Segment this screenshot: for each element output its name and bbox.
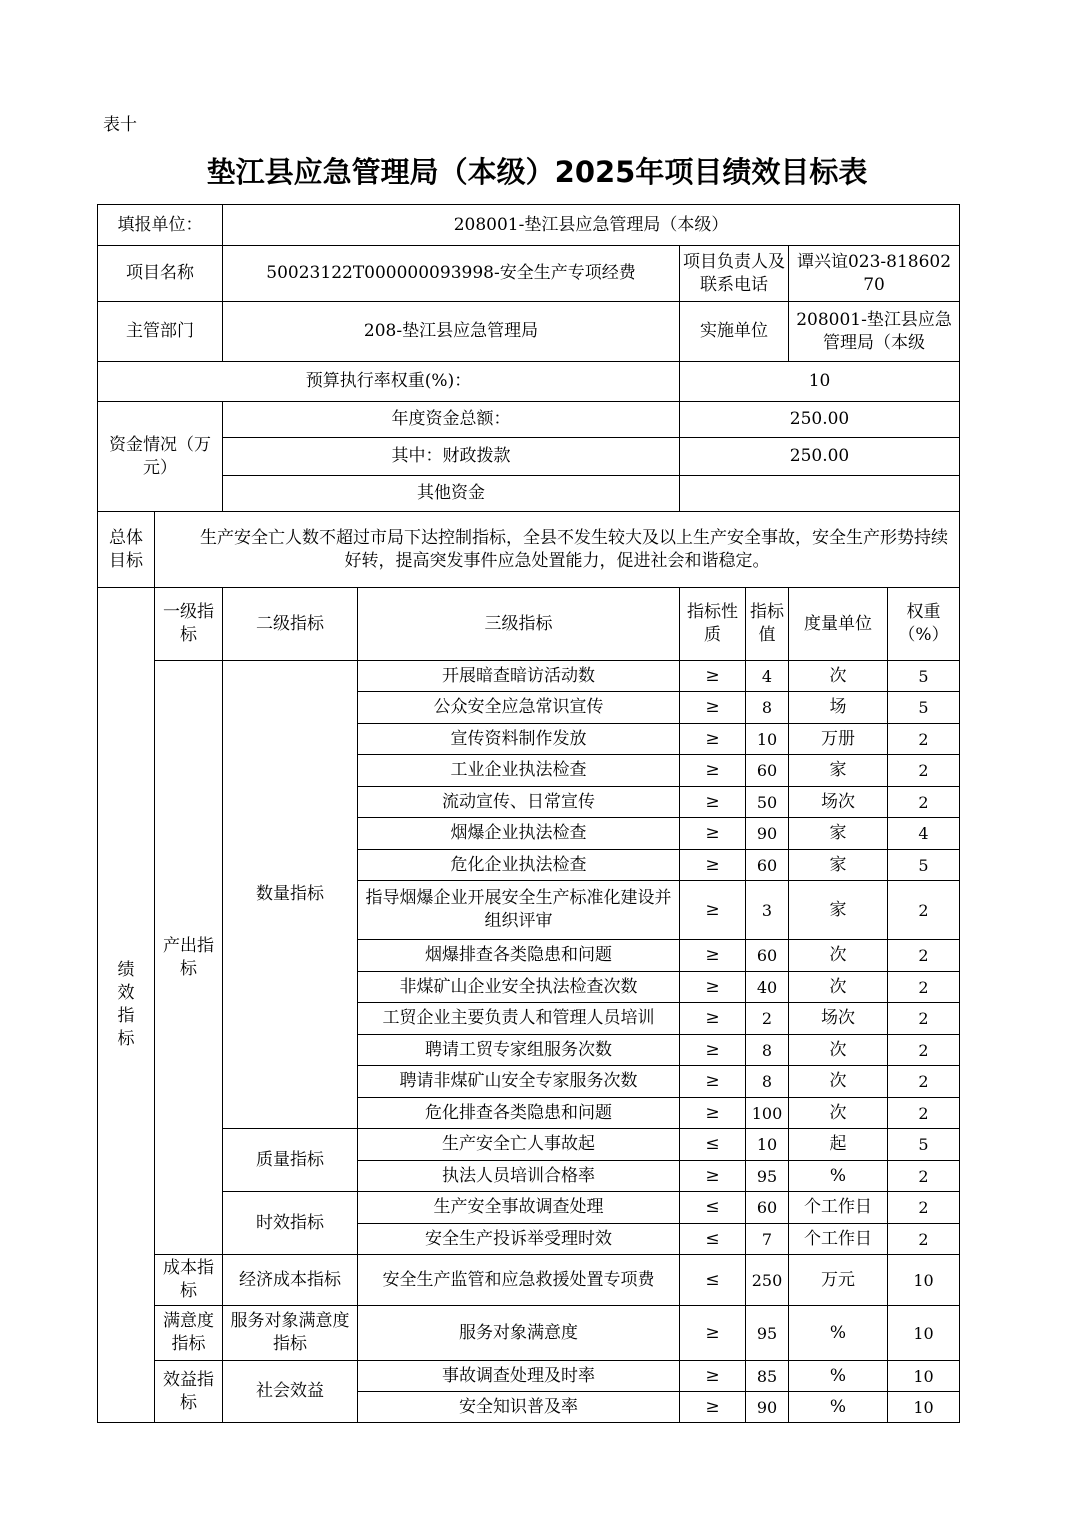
indicator-name: 服务对象满意度: [358, 1306, 680, 1361]
indicator-weight: 2: [888, 1192, 960, 1224]
impl-value: 208001-垫江县应急管理局（本级: [789, 302, 960, 362]
dept-label: 主管部门: [98, 302, 223, 362]
indicator-weight: 2: [888, 1066, 960, 1098]
header-level3: 三级指标: [358, 588, 680, 661]
l1-output: 产出指标: [155, 661, 223, 1255]
header-level1: 一级指标: [155, 588, 223, 661]
indicator-name: 指导烟爆企业开展安全生产标准化建设并组织评审: [358, 881, 680, 940]
indicator-unit: 家: [789, 850, 888, 881]
goal-label: 总体目标: [98, 512, 155, 588]
indicator-value: 95: [746, 1306, 789, 1361]
fill-unit-value: 208001-垫江县应急管理局（本级）: [223, 205, 960, 246]
indicator-value: 10: [746, 724, 789, 755]
indicator-name: 生产安全事故调查处理: [358, 1192, 680, 1224]
indicator-value: 60: [746, 850, 789, 881]
indicator-name: 生产安全亡人事故起: [358, 1129, 680, 1161]
indicator-nature: ≥: [680, 787, 746, 818]
indicator-unit: 个工作日: [789, 1192, 888, 1224]
indicator-value: 60: [746, 940, 789, 972]
indicator-unit: %: [789, 1392, 888, 1423]
header-unit: 度量单位: [789, 588, 888, 661]
indicator-weight: 2: [888, 755, 960, 787]
header-level2: 二级指标: [223, 588, 358, 661]
indicator-weight: 5: [888, 850, 960, 881]
indicator-value: 90: [746, 1392, 789, 1423]
l2-quantity: 数量指标: [223, 661, 358, 1129]
indicator-value: 50: [746, 787, 789, 818]
indicator-nature: ≥: [680, 818, 746, 850]
indicator-weight: 2: [888, 940, 960, 972]
indicator-value: 2: [746, 1003, 789, 1035]
indicator-unit: 场次: [789, 787, 888, 818]
indicator-nature: ≥: [680, 1361, 746, 1392]
indicator-value: 3: [746, 881, 789, 940]
indicator-name: 安全知识普及率: [358, 1392, 680, 1423]
indicator-nature: ≥: [680, 1392, 746, 1423]
indicator-value: 60: [746, 755, 789, 787]
indicator-value: 10: [746, 1129, 789, 1161]
indicator-nature: ≤: [680, 1129, 746, 1161]
l1-satisfaction: 满意度指标: [155, 1306, 223, 1361]
indicator-unit: 万册: [789, 724, 888, 755]
indicator-nature: ≥: [680, 850, 746, 881]
budget-weight-value: 10: [680, 362, 960, 402]
fiscal-value: 250.00: [680, 438, 960, 476]
indicator-name: 危化企业执法检查: [358, 850, 680, 881]
indicator-unit: 次: [789, 1098, 888, 1129]
indicator-name: 烟爆企业执法检查: [358, 818, 680, 850]
funds-label: 资金情况（万元）: [98, 402, 223, 512]
l2-economic: 经济成本指标: [223, 1255, 358, 1306]
indicator-value: 8: [746, 1066, 789, 1098]
indicator-weight: 2: [888, 1224, 960, 1255]
fiscal-label: 其中：财政拨款: [223, 438, 680, 476]
indicator-unit: 次: [789, 1066, 888, 1098]
indicator-nature: ≥: [680, 724, 746, 755]
indicator-value: 4: [746, 661, 789, 692]
dept-value: 208-垫江县应急管理局: [223, 302, 680, 362]
l2-social: 社会效益: [223, 1361, 358, 1423]
l2-timeliness: 时效指标: [223, 1192, 358, 1255]
header-nature: 指标性质: [680, 588, 746, 661]
indicator-name: 聘请工贸专家组服务次数: [358, 1035, 680, 1066]
indicator-weight: 2: [888, 1161, 960, 1192]
indicator-name: 开展暗查暗访活动数: [358, 661, 680, 692]
indicator-nature: ≥: [680, 1161, 746, 1192]
indicator-weight: 4: [888, 818, 960, 850]
page-title: 垫江县应急管理局（本级）2025年项目绩效目标表: [206, 155, 868, 189]
project-name-value: 50023122T000000093998-安全生产专项经费: [223, 246, 680, 302]
indicator-weight: 10: [888, 1306, 960, 1361]
indicator-nature: ≥: [680, 1098, 746, 1129]
other-label: 其他资金: [223, 476, 680, 512]
indicator-name: 安全生产投诉举受理时效: [358, 1224, 680, 1255]
indicator-unit: 起: [789, 1129, 888, 1161]
indicator-name: 宣传资料制作发放: [358, 724, 680, 755]
indicator-unit: 家: [789, 881, 888, 940]
indicator-unit: %: [789, 1361, 888, 1392]
indicator-name: 公众安全应急常识宣传: [358, 692, 680, 724]
indicator-nature: ≤: [680, 1224, 746, 1255]
contact-label: 项目负责人及联系电话: [680, 246, 789, 302]
indicator-name: 安全生产监管和应急救援处置专项费: [358, 1255, 680, 1306]
indicator-nature: ≥: [680, 1003, 746, 1035]
indicator-name: 烟爆排查各类隐患和问题: [358, 940, 680, 972]
indicator-value: 8: [746, 1035, 789, 1066]
indicators-section-label: 绩效指标: [98, 588, 155, 1423]
other-value: [680, 476, 960, 512]
indicator-unit: %: [789, 1306, 888, 1361]
indicator-value: 90: [746, 818, 789, 850]
indicator-unit: 次: [789, 1035, 888, 1066]
indicator-name: 工业企业执法检查: [358, 755, 680, 787]
indicator-name: 非煤矿山企业安全执法检查次数: [358, 972, 680, 1003]
indicator-unit: 个工作日: [789, 1224, 888, 1255]
indicator-unit: 家: [789, 818, 888, 850]
annual-total-label: 年度资金总额：: [223, 402, 680, 438]
header-value: 指标值: [746, 588, 789, 661]
indicator-nature: ≥: [680, 972, 746, 1003]
indicator-value: 40: [746, 972, 789, 1003]
header-weight: 权重（%）: [888, 588, 960, 661]
indicator-name: 工贸企业主要负责人和管理人员培训: [358, 1003, 680, 1035]
indicator-weight: 5: [888, 1129, 960, 1161]
indicator-name: 聘请非煤矿山安全专家服务次数: [358, 1066, 680, 1098]
indicator-weight: 10: [888, 1392, 960, 1423]
indicator-unit: 场: [789, 692, 888, 724]
indicator-weight: 5: [888, 661, 960, 692]
indicator-nature: ≥: [680, 1035, 746, 1066]
indicator-value: 250: [746, 1255, 789, 1306]
indicator-value: 60: [746, 1192, 789, 1224]
fill-unit-label: 填报单位：: [98, 205, 223, 246]
indicator-name: 流动宣传、日常宣传: [358, 787, 680, 818]
indicator-weight: 10: [888, 1361, 960, 1392]
performance-table: [97, 204, 960, 1423]
indicator-weight: 2: [888, 787, 960, 818]
indicator-nature: ≥: [680, 755, 746, 787]
indicator-value: 7: [746, 1224, 789, 1255]
indicator-value: 8: [746, 692, 789, 724]
indicator-nature: ≥: [680, 881, 746, 940]
annual-total-value: 250.00: [680, 402, 960, 438]
indicator-unit: 万元: [789, 1255, 888, 1306]
indicator-nature: ≥: [680, 1306, 746, 1361]
indicator-name: 危化排查各类隐患和问题: [358, 1098, 680, 1129]
l2-quality: 质量指标: [223, 1129, 358, 1192]
indicator-weight: 5: [888, 692, 960, 724]
indicator-weight: 2: [888, 881, 960, 940]
indicator-nature: ≥: [680, 1066, 746, 1098]
indicator-nature: ≤: [680, 1192, 746, 1224]
indicator-nature: ≥: [680, 661, 746, 692]
indicator-value: 100: [746, 1098, 789, 1129]
goal-text: 生产安全亡人数不超过市局下达控制指标，全县不发生较大及以上生产安全事故，安全生产形势持续好转，提高突发事件应急处置能力，促进社会和谐稳定。: [155, 512, 960, 588]
indicator-weight: 2: [888, 1098, 960, 1129]
budget-weight-label: 预算执行率权重(%)：: [98, 362, 680, 402]
indicator-nature: ≥: [680, 940, 746, 972]
project-name-label: 项目名称: [98, 246, 223, 302]
indicator-unit: 家: [789, 755, 888, 787]
indicator-nature: ≥: [680, 692, 746, 724]
indicator-value: 85: [746, 1361, 789, 1392]
indicator-name: 事故调查处理及时率: [358, 1361, 680, 1392]
indicator-nature: ≤: [680, 1255, 746, 1306]
indicator-unit: 次: [789, 661, 888, 692]
l1-cost: 成本指标: [155, 1255, 223, 1306]
indicator-weight: 2: [888, 972, 960, 1003]
indicator-unit: 次: [789, 972, 888, 1003]
l2-service: 服务对象满意度指标: [223, 1306, 358, 1361]
indicator-unit: 场次: [789, 1003, 888, 1035]
indicator-unit: 次: [789, 940, 888, 972]
indicator-name: 执法人员培训合格率: [358, 1161, 680, 1192]
table-number: 表十: [103, 115, 137, 135]
l1-benefit: 效益指标: [155, 1361, 223, 1423]
indicator-weight: 2: [888, 724, 960, 755]
indicator-weight: 10: [888, 1255, 960, 1306]
impl-label: 实施单位: [680, 302, 789, 362]
contact-value: 谭兴谊023-81860270: [789, 246, 960, 302]
indicator-unit: %: [789, 1161, 888, 1192]
indicator-weight: 2: [888, 1003, 960, 1035]
indicator-weight: 2: [888, 1035, 960, 1066]
indicator-value: 95: [746, 1161, 789, 1192]
